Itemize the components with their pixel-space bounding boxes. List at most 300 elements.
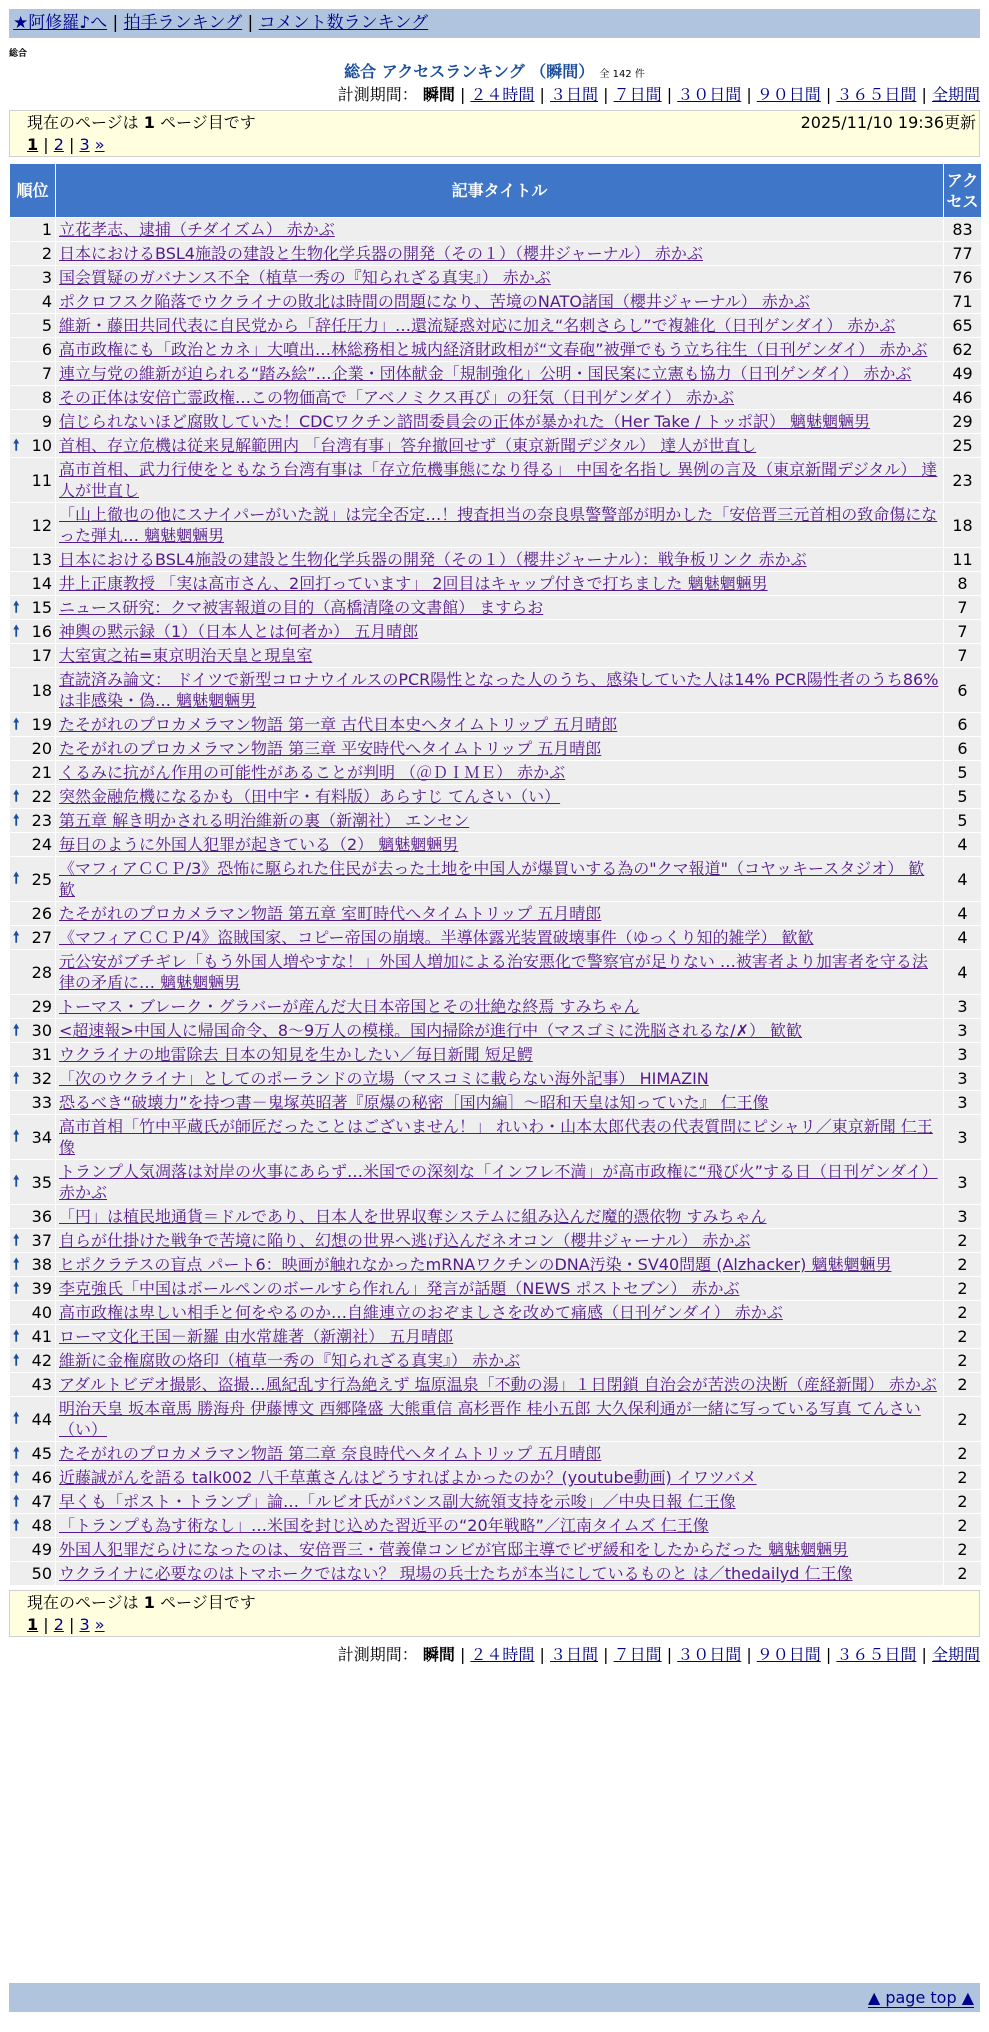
period-link-30d[interactable]: ３０日間 (677, 85, 742, 104)
title-cell (56, 386, 944, 410)
title-cell (56, 596, 944, 620)
title-cell (56, 668, 944, 713)
period-link-7d[interactable]: ７日間 (613, 85, 662, 104)
table-row (10, 1442, 982, 1466)
rank-up-arrow-icon: 🠕 (13, 1491, 20, 1510)
rank-cell (10, 1115, 56, 1160)
title-cell (56, 410, 944, 434)
rank-up-arrow-icon: 🠕 (13, 1254, 20, 1273)
rank-cell (10, 761, 56, 785)
title-cell (56, 572, 944, 596)
title-cell (56, 1067, 944, 1091)
article-link[interactable]: 恐るべき“破壊力”を持つ書－鬼塚英昭著『原爆の秘密［国内編］～昭和天皇は知っていた』 仁王像 (59, 1093, 769, 1112)
table-row (10, 620, 982, 644)
table-row (10, 1397, 982, 1442)
title-cell (56, 266, 944, 290)
table-row (10, 503, 982, 548)
title-cell (56, 1115, 944, 1160)
page-link-2[interactable]: 2 (53, 1615, 64, 1634)
rank-number: 29 (31, 997, 52, 1016)
rank-number: 11 (31, 470, 52, 490)
access-count: 3 (944, 1115, 982, 1160)
rank-cell (10, 833, 56, 857)
pagination: 1 | 2 | 3 » (27, 1615, 105, 1634)
title-cell (56, 362, 944, 386)
access-count: 23 (944, 458, 982, 503)
nav-link-applause-ranking[interactable]: 拍手ランキング (123, 13, 243, 33)
nav-link-comment-ranking[interactable]: コメント数ランキング (258, 13, 429, 33)
access-count: 3 (944, 1091, 982, 1115)
title-cell (56, 926, 944, 950)
access-count: 6 (944, 737, 982, 761)
bottom-bar (9, 1983, 980, 2012)
access-count: 7 (944, 620, 982, 644)
rank-number: 1 (41, 220, 52, 239)
rank-cell (10, 290, 56, 314)
rank-cell (10, 902, 56, 926)
article-link[interactable]: 高市政権は卑しい相手と何をやるのか…自維連立のおぞましさを改めて痛感（日刊ゲンダイ） 赤かぶ (59, 1303, 783, 1322)
article-link[interactable]: ローマ文化王国－新羅 由水常雄著（新潮社） 五月晴郎 (59, 1327, 454, 1346)
access-count: 3 (944, 1067, 982, 1091)
rank-cell (10, 386, 56, 410)
table-row (10, 1538, 982, 1562)
rank-number: 43 (31, 1375, 52, 1394)
article-link[interactable]: 連立与党の維新が迫られる“踏み絵”…企業・団体献金「規制強化」公明・国民案に立憲も協力（日刊ゲンダイ） 赤かぶ (59, 364, 912, 383)
article-link[interactable]: トランプ人気凋落は対岸の火事にあらず…米国での深刻な「インフレ不満」が高市政権に“飛び火”する日（日刊ゲンダイ） 赤かぶ (59, 1162, 938, 1202)
article-link[interactable]: 首相、存立危機は従来見解範囲内 「台湾有事」答弁撤回せず（東京新聞デジタル） 達人が世直し (59, 436, 757, 455)
title-cell (56, 713, 944, 737)
rank-number: 12 (31, 515, 52, 535)
table-row (10, 737, 982, 761)
period-link-all[interactable]: 全期間 (931, 1645, 980, 1664)
period-link-all[interactable]: 全期間 (931, 85, 980, 104)
rank-cell (10, 1160, 56, 1205)
rank-number: 50 (31, 1564, 52, 1583)
rank-number: 25 (31, 869, 52, 889)
rank-cell (10, 668, 56, 713)
article-link[interactable]: 「次のウクライナ」としてのポーランドの立場（マスコミに載らない海外記事） HIMAZIN (59, 1069, 709, 1088)
table-row (10, 1466, 982, 1490)
article-link[interactable]: ウクライナの地雷除去 日本の知見を生かしたい／毎日新聞 短足鰐 (59, 1045, 533, 1064)
title-cell (56, 1043, 944, 1067)
rank-cell (10, 995, 56, 1019)
access-count: 6 (944, 713, 982, 737)
rank-cell (10, 1538, 56, 1562)
period-link-90d[interactable]: ９０日間 (756, 1645, 821, 1664)
period-link-3d[interactable]: ３日間 (550, 1645, 599, 1664)
title-cell (56, 737, 944, 761)
access-count: 3 (944, 1160, 982, 1205)
rank-cell (10, 1514, 56, 1538)
nav-link-asyura[interactable]: ★阿修羅♪へ (13, 13, 108, 33)
title-cell (56, 809, 944, 833)
rank-up-arrow-icon: 🠕 (13, 1127, 20, 1145)
table-row (10, 548, 982, 572)
rank-cell (10, 1229, 56, 1253)
table-row (10, 290, 982, 314)
table-row (10, 1373, 982, 1397)
rank-number: 39 (31, 1279, 52, 1298)
article-link[interactable]: 元公安がブチギレ「もう外国人増やすな！」外国人増加による治安悪化で警察官が足りない …被害者より加害者を守る法律の矛盾に… 魑魅魍魎男 (59, 952, 928, 992)
access-count: 11 (944, 548, 982, 572)
table-row (10, 596, 982, 620)
title-cell (56, 434, 944, 458)
rank-number: 21 (31, 763, 52, 782)
table-row (10, 668, 982, 713)
access-count: 2 (944, 1490, 982, 1514)
title-cell (56, 761, 944, 785)
access-count: 6 (944, 668, 982, 713)
access-count: 5 (944, 785, 982, 809)
nav-separator: | (247, 13, 254, 33)
title-cell (56, 290, 944, 314)
rank-cell (10, 1325, 56, 1349)
ranking-table-body (10, 218, 982, 1586)
rank-number: 24 (31, 835, 52, 854)
rank-cell (10, 785, 56, 809)
rank-number: 18 (31, 680, 52, 700)
table-row (10, 572, 982, 596)
title-cell (56, 503, 944, 548)
title-cell (56, 902, 944, 926)
title-cell (56, 218, 944, 242)
access-count: 2 (944, 1253, 982, 1277)
rank-cell (10, 1490, 56, 1514)
rank-up-arrow-icon: 🠕 (13, 1467, 20, 1486)
article-link[interactable]: 「円」は植民地通貨＝ドルであり、日本人を世界収奪システムに組み込んだ魔的憑依物 すみちゃん (59, 1207, 767, 1226)
period-link-24h[interactable]: ２４時間 (470, 1645, 535, 1664)
title-cell (56, 1160, 944, 1205)
table-row (10, 1325, 982, 1349)
access-count: 2 (944, 1325, 982, 1349)
rank-up-arrow-icon: 🠕 (13, 597, 20, 616)
rank-cell (10, 1373, 56, 1397)
rank-cell (10, 410, 56, 434)
article-link[interactable]: 外国人犯罪だらけになったのは、安倍晋三・菅義偉コンビが官邸主導でビザ緩和をしたからだった 魑魅魍魎男 (59, 1540, 849, 1559)
page-link-3[interactable]: 3 (79, 1615, 90, 1634)
rank-cell (10, 1067, 56, 1091)
rank-number: 15 (31, 598, 52, 617)
rank-number: 13 (31, 550, 52, 569)
access-count: 83 (944, 218, 982, 242)
access-count: 29 (944, 410, 982, 434)
article-link[interactable]: ポクロフスク陥落でウクライナの敗北は時間の問題になり、苦境のNATO諸国（櫻井ジャーナル） 赤かぶ (59, 292, 810, 311)
table-row (10, 242, 982, 266)
page-link-1[interactable]: 1 (27, 1615, 39, 1634)
article-link[interactable]: 日本におけるBSL4施設の建設と生物化学兵器の開発（その１）（櫻井ジャーナル）：戦争板リンク 赤かぶ (59, 550, 807, 569)
rank-cell (10, 1091, 56, 1115)
article-link[interactable]: たそがれのプロカメラマン物語 第二章 奈良時代へタイムトリップ 五月晴郎 (59, 1444, 602, 1463)
period-link-90d[interactable]: ９０日間 (756, 85, 821, 104)
rank-cell (10, 926, 56, 950)
page-next-link[interactable]: » (94, 1615, 105, 1634)
article-link[interactable]: <超速報>中国人に帰国命令、8～9万人の模様。国内掃除が進行中（マスゴミに洗脳されるな/✗） 歓歓 (59, 1021, 803, 1040)
pager-text-prefix: 現在のページは (27, 113, 144, 132)
period-link-24h[interactable]: ２４時間 (470, 85, 535, 104)
rank-cell (10, 572, 56, 596)
rank-number: 37 (31, 1231, 52, 1250)
article-link[interactable]: その正体は安倍亡霊政権…この物価高で「アベノミクス再び」の狂気（日刊ゲンダイ） 赤かぶ (59, 388, 735, 407)
table-row (10, 644, 982, 668)
access-count: 2 (944, 1442, 982, 1466)
article-link[interactable]: 高市政権にも「政治とカネ」大噴出…林総務相と城内経済財政相が“文春砲”被弾でもう立ち往生（日刊ゲンダイ） 赤かぶ (59, 340, 928, 359)
title-cell (56, 1205, 944, 1229)
article-link[interactable]: アダルトビデオ撮影、盗撮…風紀乱す行為絶えず 塩原温泉「不動の湯」１日閉鎖 自治会が苦渋の決断（産経新聞） 赤かぶ (59, 1375, 937, 1394)
access-count: 46 (944, 386, 982, 410)
table-row (10, 1301, 982, 1325)
article-link[interactable]: 《マフィアＣＣＰ/3》恐怖に駆られた住民が去った土地を中国人が爆買いする為の"クマ報道"（コヤッキースタジオ） 歓歓 (59, 859, 925, 899)
rank-number: 38 (31, 1255, 52, 1274)
article-link[interactable]: たそがれのプロカメラマン物語 第三章 平安時代へタイムトリップ 五月晴郎 (59, 739, 602, 758)
rank-number: 40 (31, 1303, 52, 1322)
period-selector-top: 計測期間： 瞬間 | ２４時間 | ３日間 | ７日間 | ３０日間 | ９０日間 | ３６５日間 | 全期間 (337, 85, 980, 104)
page-top-link[interactable]: ▲ page top ▲ (867, 1988, 974, 2007)
table-row (10, 1043, 982, 1067)
table-row (10, 410, 982, 434)
access-count: 3 (944, 1043, 982, 1067)
title-cell (56, 458, 944, 503)
title-cell (56, 1490, 944, 1514)
article-link[interactable]: 神輿の黙示録（1）（日本人とは何者か） 五月晴郎 (59, 622, 419, 641)
article-link[interactable]: 早くも「ポスト・トランプ」論…「ルビオ氏がバンス副大統領支持を示唆」／中央日報 仁王像 (59, 1492, 736, 1511)
item-count: 全 142 件 (599, 69, 645, 80)
rank-number: 16 (31, 622, 52, 641)
title-cell (56, 1466, 944, 1490)
article-link[interactable]: 「山上徹也の他にスナイパーがいた説」は完全否定…！捜査担当の奈良県警警部が明かした「安倍晋三元首相の致命傷になった弾丸… 魑魅魍魎男 (59, 505, 938, 545)
title-cell (56, 857, 944, 902)
rank-cell (10, 338, 56, 362)
access-count: 2 (944, 1229, 982, 1253)
title-cell (56, 1562, 944, 1586)
rank-number: 28 (31, 962, 52, 982)
top-nav-bar (9, 9, 980, 38)
access-count: 4 (944, 950, 982, 995)
access-count: 2 (944, 1301, 982, 1325)
page-link-3[interactable]: 3 (79, 135, 90, 154)
table-row (10, 338, 982, 362)
pager-current-page: 1 (143, 1593, 155, 1612)
rank-cell (10, 434, 56, 458)
rank-up-arrow-icon: 🠕 (13, 1020, 20, 1039)
header-rank: 順位 (10, 164, 56, 218)
rank-up-arrow-icon: 🠕 (13, 621, 20, 640)
title-cell (56, 1253, 944, 1277)
period-current: 瞬間 (422, 1645, 455, 1664)
table-row (10, 1067, 982, 1091)
article-link[interactable]: 大室寅之祐=東京明治天皇と現皇室 (59, 646, 313, 665)
rank-up-arrow-icon: 🠕 (13, 714, 20, 733)
updated-timestamp: 2025/11/10 19:36更新 (800, 113, 976, 132)
rank-number: 34 (31, 1127, 52, 1147)
table-row (10, 362, 982, 386)
table-row (10, 1160, 982, 1205)
rank-number: 47 (31, 1492, 52, 1511)
table-row (10, 1349, 982, 1373)
table-row (10, 785, 982, 809)
article-link[interactable]: ヒポクラテスの盲点 パート6：映画が触れなかったmRNAワクチンのDNA汚染・SV40問題 (Alzhacker) 魑魅魍魎男 (59, 1255, 892, 1274)
access-count: 77 (944, 242, 982, 266)
header-title: 記事タイトル (56, 164, 944, 218)
period-selector-bottom: 計測期間： 瞬間 | ２４時間 | ３日間 | ７日間 | ３０日間 | ９０日間 | ３６５日間 | 全期間 (337, 1645, 980, 1664)
rank-cell (10, 713, 56, 737)
article-link[interactable]: 「トランプも為す術なし」…米国を封じ込めた習近平の“20年戦略”／江南タイムズ 仁王像 (59, 1516, 709, 1535)
rank-number: 27 (31, 928, 52, 947)
table-row (10, 218, 982, 242)
title-cell (56, 1373, 944, 1397)
rank-cell (10, 242, 56, 266)
rank-number: 44 (31, 1409, 52, 1429)
table-row (10, 950, 982, 995)
page-next-link[interactable]: » (94, 135, 105, 154)
article-link[interactable]: 近藤誠がんを語る talk002 八千草薫さんはどうすればよかったのか？(youtube動画) イワツバメ (59, 1468, 757, 1487)
title-cell (56, 620, 944, 644)
title-cell (56, 785, 944, 809)
access-count: 4 (944, 833, 982, 857)
table-row (10, 713, 982, 737)
title-cell (56, 1301, 944, 1325)
article-link[interactable]: 第五章 解き明かされる明治維新の裏（新潮社） エンセン (59, 811, 470, 830)
period-link-3d[interactable]: ３日間 (550, 85, 599, 104)
rank-up-arrow-icon: 🠕 (13, 1326, 20, 1345)
period-link-7d[interactable]: ７日間 (613, 1645, 662, 1664)
access-count: 4 (944, 857, 982, 902)
access-count: 2 (944, 1397, 982, 1442)
access-count: 2 (944, 1373, 982, 1397)
rank-number: 20 (31, 739, 52, 758)
article-link[interactable]: 自らが仕掛けた戦争で苦境に陥り、幻想の世界へ逃げ込んだネオコン（櫻井ジャーナル） 赤かぶ (59, 1231, 751, 1250)
article-link[interactable]: ニュース研究：クマ被害報道の目的（高橋清隆の文書館） ますらお (59, 598, 544, 617)
access-count: 5 (944, 809, 982, 833)
title-cell (56, 1325, 944, 1349)
rank-up-arrow-icon: 🠕 (13, 1515, 20, 1534)
article-link[interactable]: くるみに抗がん作用の可能性があることが判明 （＠ＤＩＭＥ） 赤かぶ (59, 763, 566, 782)
article-link[interactable]: 日本におけるBSL4施設の建設と生物化学兵器の開発（その１）（櫻井ジャーナル） 赤かぶ (59, 244, 703, 263)
title-cell (56, 1514, 944, 1538)
page-link-2[interactable]: 2 (53, 135, 64, 154)
rank-cell (10, 1019, 56, 1043)
article-link[interactable]: 突然金融危機になるかも（田中宇・有料版）あらすじ てんさい（い） (59, 787, 561, 806)
article-link[interactable]: トーマス・ブレーク・グラバーが産んだ大日本帝国とその壮絶な終焉 すみちゃん (59, 997, 640, 1016)
rank-number: 36 (31, 1207, 52, 1226)
rank-number: 22 (31, 787, 52, 806)
period-link-365d[interactable]: ３６５日間 (836, 85, 917, 104)
period-label: 計測期間： (337, 1645, 418, 1664)
article-link[interactable]: 信じられないほど腐敗していた！CDCワクチン諮問委員会の正体が暴かれた（Her Take / トッポ訳） 魑魅魍魎男 (59, 412, 871, 431)
table-row (10, 1253, 982, 1277)
table-row (10, 833, 982, 857)
rank-up-arrow-icon: 🠕 (13, 927, 20, 946)
rank-number: 8 (41, 388, 52, 407)
table-row (10, 857, 982, 902)
title-cell (56, 1091, 944, 1115)
article-link[interactable]: たそがれのプロカメラマン物語 第一章 古代日本史へタイムトリップ 五月晴郎 (59, 715, 618, 734)
rank-number: 10 (31, 436, 52, 455)
article-link[interactable]: 高市首相、武力行使をともなう台湾有事は「存立危機事態になり得る」 中国を名指し 異例の言及（東京新聞デジタル） 達人が世直し (59, 460, 938, 500)
rank-cell (10, 809, 56, 833)
ranking-heading (0, 62, 989, 85)
article-link[interactable]: 維新に金権腐敗の烙印（植草一秀の『知られざる真実』） 赤かぶ (59, 1351, 521, 1370)
title-cell (56, 1538, 944, 1562)
access-count: 7 (944, 644, 982, 668)
article-link[interactable]: 井上正康教授 「実は高市さん、2回打っています」 2回目はキャップ付きで打ちました 魑魅魍魎男 (59, 574, 768, 593)
title-cell (56, 644, 944, 668)
title-cell (56, 1442, 944, 1466)
page-link-1[interactable]: 1 (27, 135, 39, 154)
access-count: 2 (944, 1277, 982, 1301)
title-cell (56, 1019, 944, 1043)
rank-up-arrow-icon: 🠕 (13, 786, 20, 805)
rank-number: 6 (41, 340, 52, 359)
access-count: 49 (944, 362, 982, 386)
access-count: 2 (944, 1538, 982, 1562)
access-count: 2 (944, 1466, 982, 1490)
article-link[interactable]: 明治天皇 坂本竜馬 勝海舟 伊藤博文 西郷隆盛 大熊重信 高杉晋作 桂小五郎 大久保利通が一緒に写っている写真 てんさい（い） (59, 1399, 921, 1439)
rank-up-arrow-icon: 🠕 (13, 1443, 20, 1462)
rank-up-arrow-icon: 🠕 (13, 1278, 20, 1297)
rank-cell (10, 1205, 56, 1229)
rank-number: 32 (31, 1069, 52, 1088)
period-link-365d[interactable]: ３６５日間 (836, 1645, 917, 1664)
article-link[interactable]: 《マフィアＣＣＰ/4》盗賊国家、コピー帝国の崩壊。半導体露光装置破壊事件（ゆっくり知的雑学） 歓歓 (59, 928, 814, 947)
table-row (10, 1490, 982, 1514)
rank-number: 46 (31, 1468, 52, 1487)
rank-number: 19 (31, 715, 52, 734)
access-count: 76 (944, 266, 982, 290)
header-access: アクセス (944, 164, 982, 218)
article-link[interactable]: たそがれのプロカメラマン物語 第五章 室町時代へタイムトリップ 五月晴郎 (59, 904, 602, 923)
table-row (10, 926, 982, 950)
article-link[interactable]: 国会質疑のガバナンス不全（植草一秀の『知られざる真実』） 赤かぶ (59, 268, 551, 287)
title-cell (56, 242, 944, 266)
rank-number: 45 (31, 1444, 52, 1463)
access-count: 62 (944, 338, 982, 362)
table-row (10, 809, 982, 833)
period-link-30d[interactable]: ３０日間 (677, 1645, 742, 1664)
rank-up-arrow-icon: 🠕 (13, 869, 20, 887)
article-link[interactable]: 査読済み論文： ドイツで新型コロナウイルスのPCR陽性となった人のうち、感染していた人は14% PCR陽性者のうち86%は非感染・偽… 魑魅魍魎男 (59, 670, 939, 710)
rank-up-arrow-icon: 🠕 (13, 1230, 20, 1249)
access-count: 2 (944, 1349, 982, 1373)
rank-up-arrow-icon: 🠕 (13, 1409, 20, 1427)
table-row (10, 1514, 982, 1538)
rank-cell (10, 458, 56, 503)
article-link[interactable]: 李克強氏「中国はボールペンのボールすら作れん」発言が話題（NEWS ポストセブン） 赤かぶ (59, 1279, 740, 1298)
pagination: 1 | 2 | 3 » (27, 135, 105, 154)
article-link[interactable]: 立花孝志、逮捕（チダイズム） 赤かぶ (59, 220, 335, 239)
access-count: 4 (944, 926, 982, 950)
article-link[interactable]: 毎日のように外国人犯罪が起きている（2） 魑魅魍魎男 (59, 835, 459, 854)
table-row (10, 458, 982, 503)
pager-text-suffix: ページ目です (154, 113, 256, 132)
rank-number: 33 (31, 1093, 52, 1112)
rank-cell (10, 857, 56, 902)
access-count: 25 (944, 434, 982, 458)
rank-number: 48 (31, 1516, 52, 1535)
rank-up-arrow-icon: 🠕 (13, 1350, 20, 1369)
article-link[interactable]: ウクライナに必要なのはトマホークではない？ 現場の兵士たちが本当にしているものと は／thedailyd 仁王像 (59, 1564, 853, 1583)
table-row (10, 1019, 982, 1043)
nav-separator: | (112, 13, 119, 33)
article-link[interactable]: 高市首相「竹中平蔵氏が師匠だったことはございません！」 れいわ・山本太郎代表の代表質問にピシャリ／東京新聞 仁王像 (59, 1117, 933, 1157)
table-row (10, 902, 982, 926)
article-link[interactable]: 維新・藤田共同代表に自民党から「辞任圧力」…還流疑惑対応に加え“名刺さらし”で複雑化（日刊ゲンダイ） 赤かぶ (59, 316, 896, 335)
table-row (10, 1091, 982, 1115)
rank-cell (10, 596, 56, 620)
page-title: 総合 アクセスランキング （瞬間） (344, 62, 595, 81)
rank-number: 42 (31, 1351, 52, 1370)
rank-number: 4 (41, 292, 52, 311)
access-count: 71 (944, 290, 982, 314)
